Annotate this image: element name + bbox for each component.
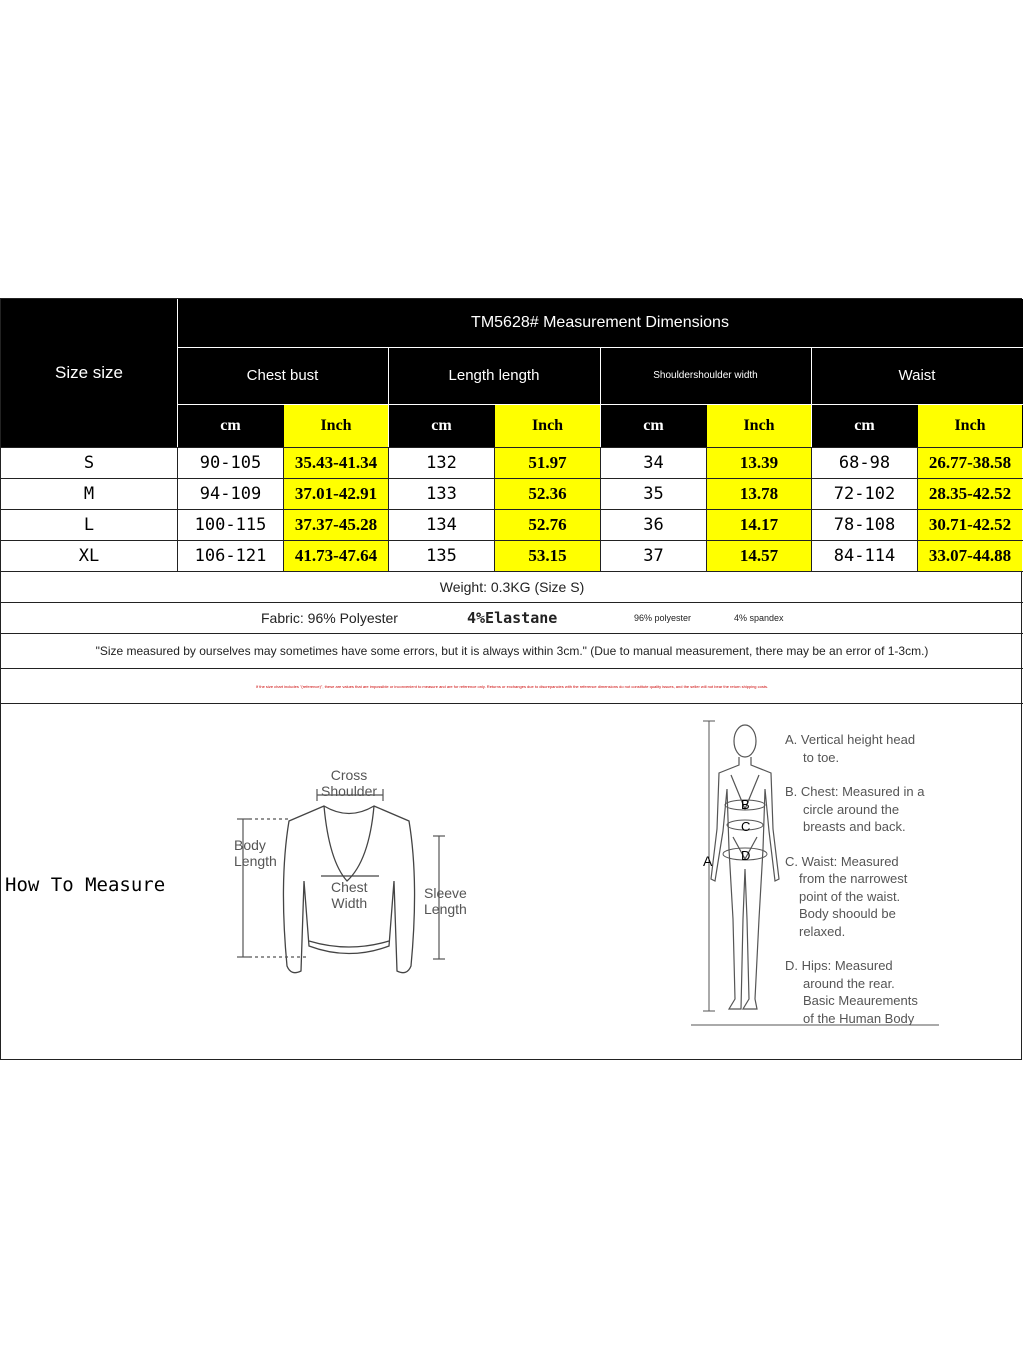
body-measure-notes	[785, 731, 1015, 1044]
inch-value-cell: 28.35-42.52	[918, 479, 1022, 509]
cross-shoulder-label	[321, 767, 377, 799]
fabric-spandex-small: 4% spandex	[734, 613, 784, 623]
unit-cm: cm	[178, 405, 283, 447]
body-note-line: to toe.	[803, 749, 840, 765]
unit-cm: cm	[812, 405, 917, 447]
cm-value-cell: 135	[426, 546, 457, 566]
body-note-line: point of the waist.	[799, 888, 901, 904]
chest-width-text-2: Width	[331, 895, 368, 911]
body-note-line: relaxed.	[799, 923, 846, 939]
fabric-row	[1, 603, 1023, 633]
body-note-line: B. Chest: Measured in a	[785, 784, 925, 799]
size-disclaimer: "Size measured by ourselves may sometimes have some errors, but it is always within 3cm." (Due to manual measurement, there may be an error of 1-3cm.)	[95, 644, 929, 658]
fine-print: If the size chart includes "(reference)", these are values that are impossible or inconvenient to measure and are for reference only. Returns or exchanges due to discrepancies with the reference dimensions do not constitute quality issues, and the seller will not bear the return shipping costs.	[255, 683, 769, 689]
sleeve-length-text-1: Sleeve	[424, 885, 467, 901]
cross-shoulder-text-2: Shoulder	[321, 783, 378, 799]
body-note-line: Body shoould be	[799, 906, 896, 921]
body-length-text-1: Body	[234, 837, 266, 853]
cm-value-cell: 106-121	[194, 546, 267, 566]
group-chest-bust: Chest bust	[246, 367, 319, 384]
body-note-line: C. Waist: Measured	[785, 853, 899, 869]
inch-value-cell: 13.39	[707, 448, 811, 478]
cm-value-cell: 36	[643, 515, 664, 535]
how-to-measure-label: How To Measure	[5, 874, 166, 896]
inch-value-cell: 13.78	[707, 479, 811, 509]
body-length-text-2: Length	[234, 853, 277, 869]
body-note	[785, 853, 1015, 941]
fabric-label: Fabric: 96% Polyester	[261, 610, 398, 626]
cm-value-cell: 34	[643, 453, 664, 473]
unit-inch: Inch	[284, 405, 388, 447]
body-note-line: Basic Meaurements	[803, 993, 918, 1008]
size-column-header: Size size	[54, 363, 124, 382]
cm-value-cell: 133	[426, 484, 457, 504]
fabric-polyester-small: 96% polyester	[634, 613, 692, 623]
inch-value-cell: 14.57	[707, 541, 811, 571]
size-chart	[0, 298, 1022, 1060]
cm-value-cell: 72-102	[833, 484, 896, 504]
unit-inch: Inch	[918, 405, 1022, 447]
cm-value-cell: 132	[426, 453, 457, 473]
inch-value-cell: 53.15	[495, 541, 600, 571]
inch-value-cell: 37.01-42.91	[284, 479, 388, 509]
chest-width-text-1: Chest	[331, 879, 368, 895]
group-length: Length length	[448, 367, 540, 384]
body-letter-a: A	[703, 853, 713, 869]
body-letter-c: C	[741, 819, 751, 834]
inch-value-cell: 35.43-41.34	[284, 448, 388, 478]
table-title: TM5628# Measurement Dimensions	[471, 314, 729, 331]
body-note-line: from the narrowest	[799, 871, 908, 886]
chest-width-label	[331, 879, 368, 911]
body-note	[785, 731, 1015, 766]
inch-value-cell: 14.17	[707, 510, 811, 540]
unit-cm: cm	[389, 405, 494, 447]
unit-inch: Inch	[495, 405, 600, 447]
inch-value-cell: 26.77-38.58	[918, 448, 1022, 478]
inch-value-cell: 33.07-44.88	[918, 541, 1022, 571]
cm-value-cell: 68-98	[838, 453, 891, 473]
cm-value-cell: 100-115	[194, 515, 267, 535]
inch-value-cell: 37.37-45.28	[284, 510, 388, 540]
body-note-line: A. Vertical height head	[785, 732, 916, 747]
body-note-line: around the rear.	[803, 975, 895, 991]
size-cell: S	[83, 453, 95, 473]
body-length-label	[234, 837, 277, 869]
body-note-line: breasts and back.	[803, 819, 906, 834]
body-note	[785, 957, 1015, 1027]
inch-value-cell: 41.73-47.64	[284, 541, 388, 571]
cm-value-cell: 90-105	[199, 453, 262, 473]
cm-value-cell: 134	[426, 515, 457, 535]
weight-info: Weight: 0.3KG (Size S)	[439, 579, 585, 595]
unit-cm: cm	[601, 405, 706, 447]
sleeve-length-label	[424, 885, 467, 917]
cm-value-cell: 84-114	[833, 546, 896, 566]
sleeve-length-text-2: Length	[424, 901, 467, 917]
fabric-elastane: 4%Elastane	[467, 609, 558, 627]
body-letter-b: B	[741, 797, 750, 812]
inch-value-cell: 52.36	[495, 479, 600, 509]
inch-value-cell: 51.97	[495, 448, 600, 478]
size-cell: L	[83, 515, 95, 535]
unit-inch: Inch	[707, 405, 811, 447]
cm-value-cell: 94-109	[199, 484, 262, 504]
cm-value-cell: 35	[643, 484, 664, 504]
body-note-line: D. Hips: Measured	[785, 958, 893, 973]
group-waist: Waist	[898, 367, 936, 384]
body-note-line: of the Human Body	[803, 1010, 915, 1026]
body-note-line: circle around the	[803, 801, 900, 817]
inch-value-cell: 30.71-42.52	[918, 510, 1022, 540]
cm-value-cell: 78-108	[833, 515, 896, 535]
group-shoulder-width: Shouldershoulder width	[653, 370, 758, 381]
size-cell: XL	[78, 546, 100, 566]
inch-value-cell: 52.76	[495, 510, 600, 540]
cm-value-cell: 37	[643, 546, 664, 566]
body-note	[785, 783, 1015, 836]
size-cell: M	[83, 484, 95, 504]
body-letter-d: D	[741, 848, 751, 863]
cross-shoulder-text-1: Cross	[330, 767, 368, 783]
